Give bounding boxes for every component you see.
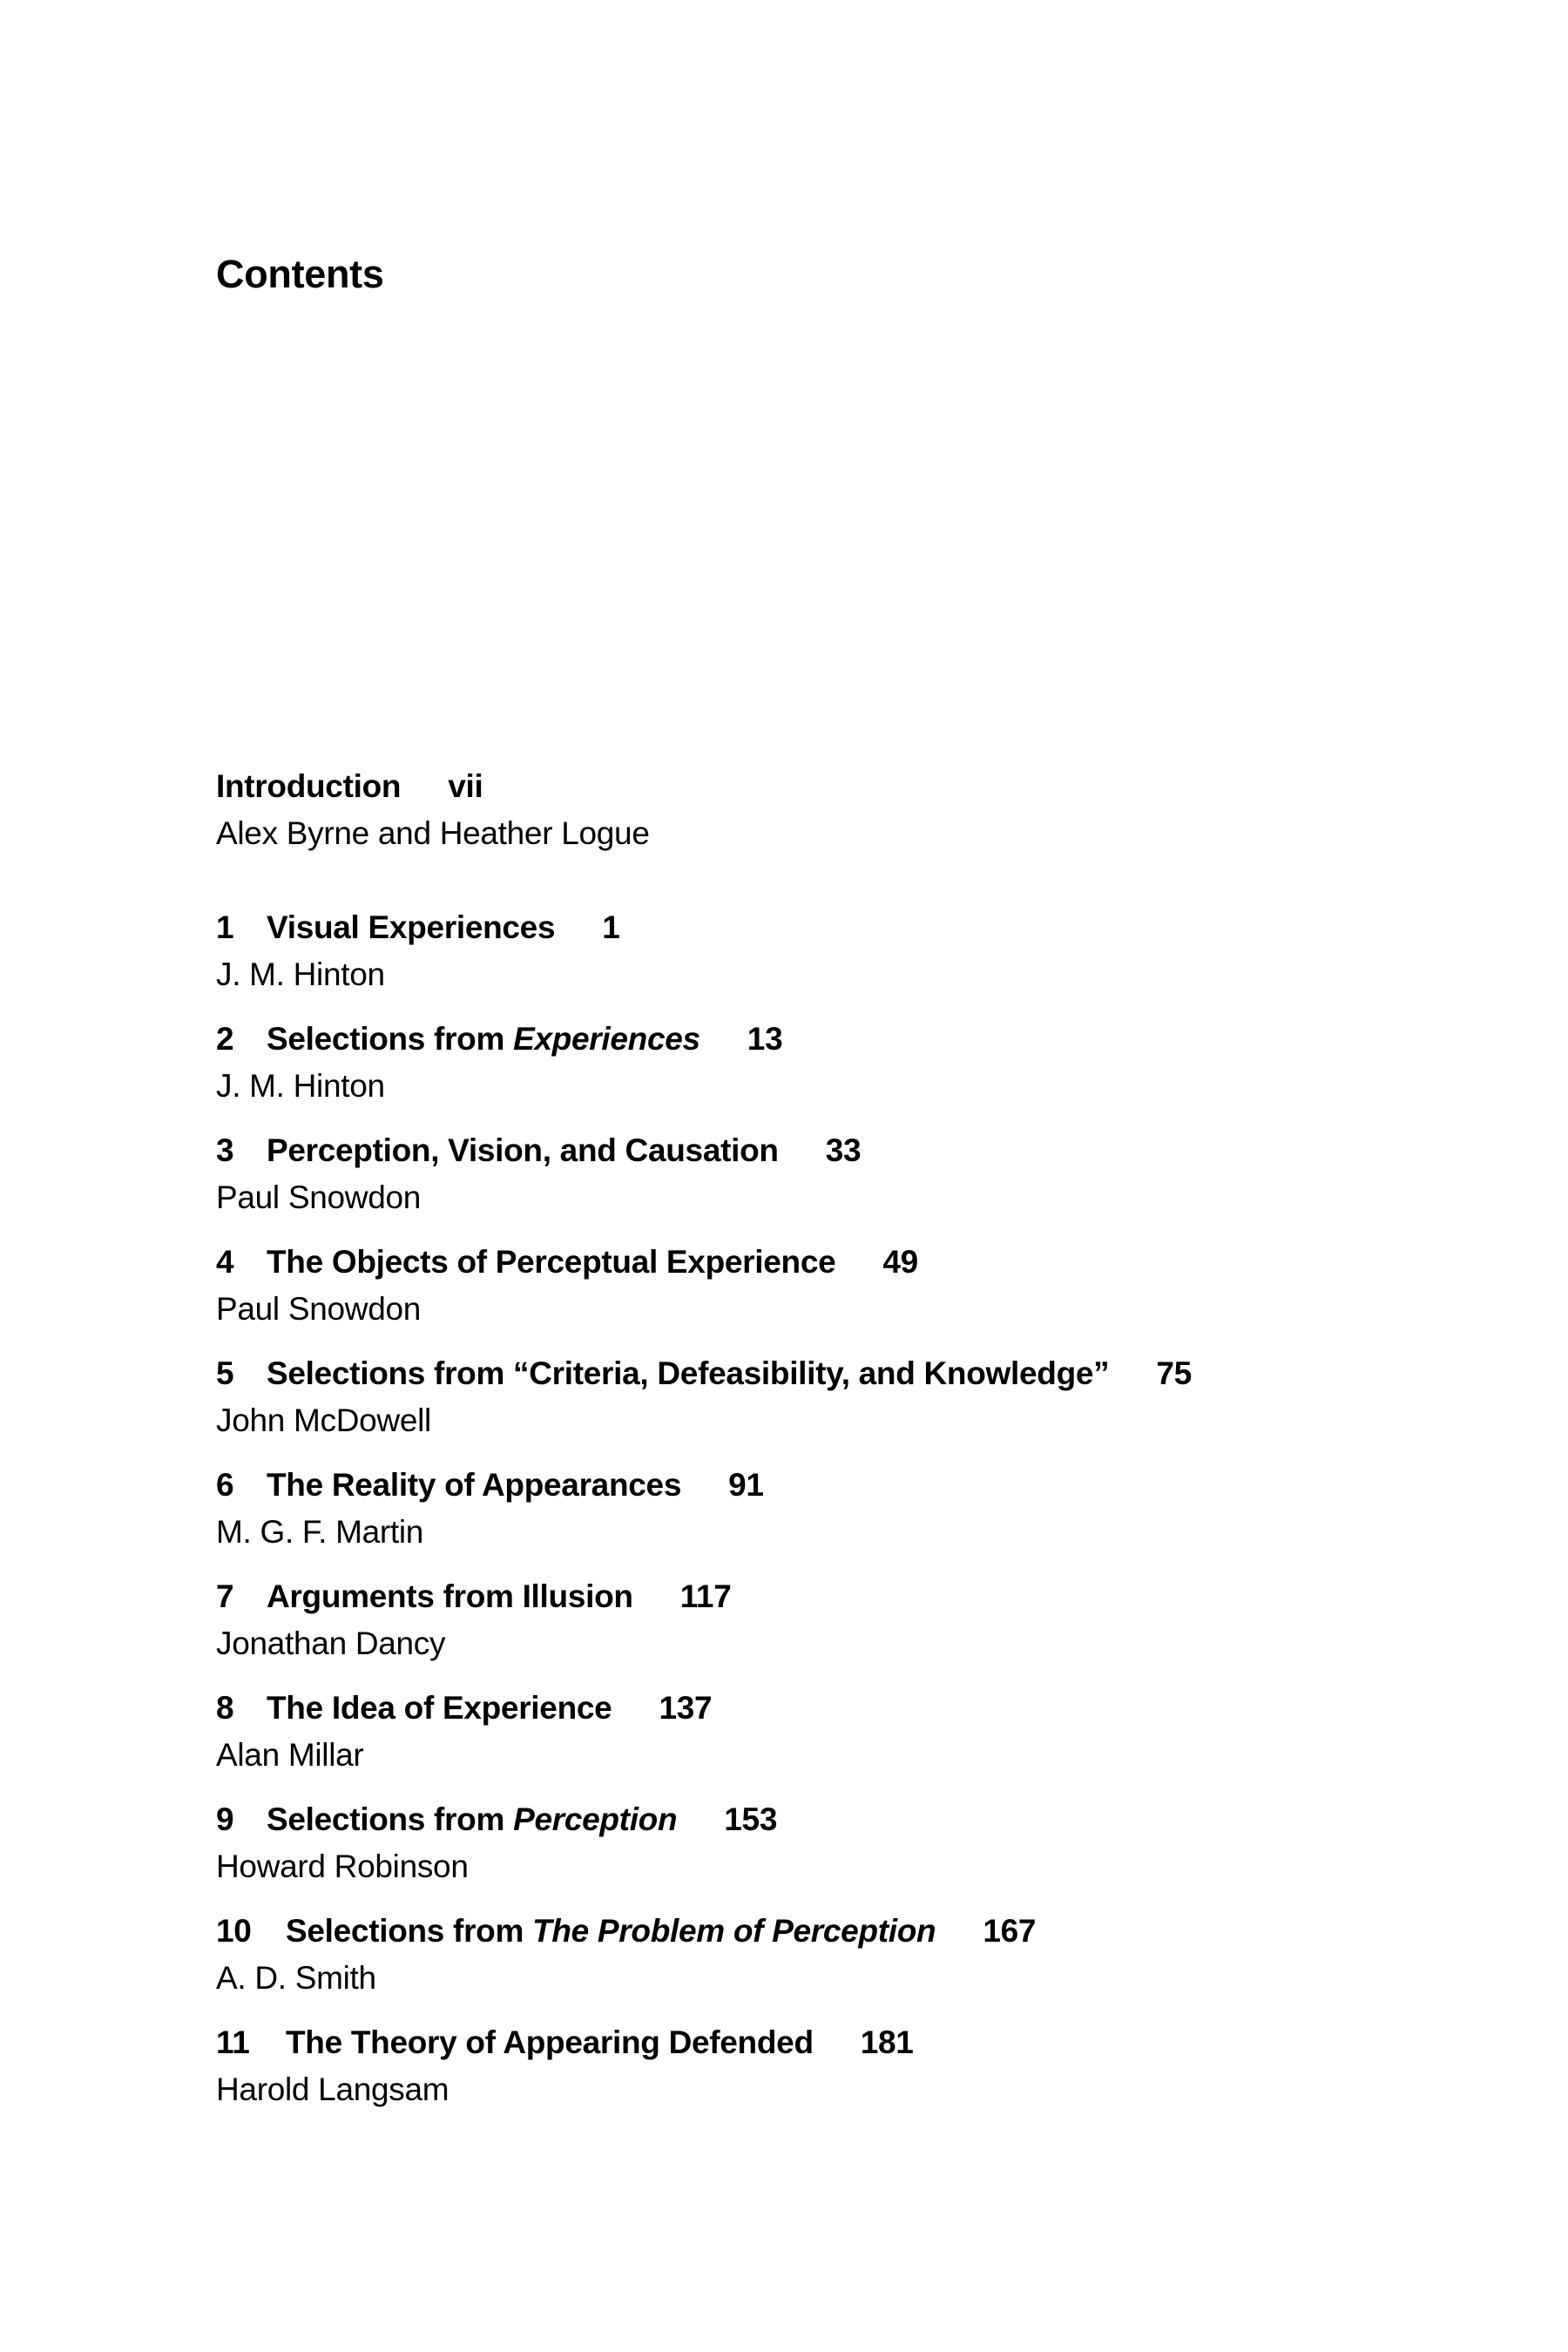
entry-page-number: 33 xyxy=(825,1132,862,1168)
entry-page-number: 137 xyxy=(659,1690,713,1726)
toc-entry-chapter-8[interactable] xyxy=(216,1685,1436,1796)
entry-page-number: 167 xyxy=(983,1913,1037,1949)
entry-page-number: 1 xyxy=(602,909,620,945)
toc-entry-chapter-3[interactable] xyxy=(216,1127,1436,1239)
entry-title-row xyxy=(216,1573,1436,1620)
toc-entry-chapter-7[interactable] xyxy=(216,1573,1436,1685)
entry-author: Harold Langsam xyxy=(216,2072,449,2107)
entry-title-row xyxy=(216,2019,1436,2066)
toc-entry-introduction[interactable] xyxy=(216,763,1436,904)
toc-entry-chapter-10[interactable] xyxy=(216,1908,1436,2019)
entry-page-number: 49 xyxy=(882,1244,918,1280)
toc-entry-chapter-4[interactable] xyxy=(216,1239,1436,1350)
entry-title-row xyxy=(216,1462,1436,1509)
entry-title-row xyxy=(216,904,1436,951)
entry-title: Arguments from Illusion xyxy=(267,1578,633,1614)
chapter-number: 4 xyxy=(216,1244,234,1280)
entry-title-prefix: Selections from xyxy=(286,1913,533,1949)
entry-title-prefix: Selections from xyxy=(267,1021,514,1057)
entry-title-row xyxy=(216,1016,1436,1063)
table-of-contents xyxy=(216,763,1436,2131)
entry-page-number: 117 xyxy=(679,1578,732,1614)
entry-author: M. G. F. Martin xyxy=(216,1514,424,1550)
entry-title-italic: Experiences xyxy=(513,1021,700,1057)
chapter-number: 5 xyxy=(216,1355,234,1391)
entry-title-row xyxy=(216,1685,1436,1732)
chapter-number: 11 xyxy=(216,2024,250,2060)
entry-page-number: 91 xyxy=(728,1467,764,1503)
entry-page-number: 153 xyxy=(724,1801,778,1837)
entry-author: J. M. Hinton xyxy=(216,956,385,992)
entry-title-italic: The Problem of Perception xyxy=(532,1913,936,1949)
entry-author: Alan Millar xyxy=(216,1737,364,1773)
chapter-number: 7 xyxy=(216,1578,234,1614)
entry-title-row xyxy=(216,763,1436,810)
entry-title-row xyxy=(216,1908,1436,1955)
entry-title-italic: Perception xyxy=(513,1801,678,1837)
chapter-number: 1 xyxy=(216,909,234,945)
page-title: Contents xyxy=(216,252,384,296)
entry-author: A. D. Smith xyxy=(216,1960,376,1996)
entry-page-number: vii xyxy=(448,768,483,804)
toc-entry-chapter-2[interactable] xyxy=(216,1016,1436,1127)
toc-entry-chapter-11[interactable] xyxy=(216,2019,1436,2131)
entry-title: Perception, Vision, and Causation xyxy=(267,1132,779,1168)
toc-entry-chapter-1[interactable] xyxy=(216,904,1436,1016)
chapter-number: 8 xyxy=(216,1690,234,1726)
chapter-number: 10 xyxy=(216,1913,252,1949)
entry-page-number: 13 xyxy=(747,1021,783,1057)
entry-title-row xyxy=(216,1127,1436,1174)
chapter-number: 6 xyxy=(216,1467,234,1503)
chapter-number: 3 xyxy=(216,1132,234,1168)
entry-title: The Theory of Appearing Defended xyxy=(286,2024,814,2060)
entry-title: The Idea of Experience xyxy=(267,1690,612,1726)
entry-author: Howard Robinson xyxy=(216,1848,469,1884)
chapter-number: 2 xyxy=(216,1021,234,1057)
entry-author: Paul Snowdon xyxy=(216,1291,422,1327)
toc-entry-chapter-9[interactable] xyxy=(216,1796,1436,1908)
entry-author: Paul Snowdon xyxy=(216,1179,422,1215)
entry-title-row xyxy=(216,1350,1436,1397)
entry-author: Jonathan Dancy xyxy=(216,1625,446,1661)
toc-entry-chapter-5[interactable] xyxy=(216,1350,1436,1462)
entry-author: John McDowell xyxy=(216,1402,431,1438)
chapter-number: 9 xyxy=(216,1801,234,1837)
entry-title: The Objects of Perceptual Experience xyxy=(267,1244,836,1280)
toc-entry-chapter-6[interactable] xyxy=(216,1462,1436,1573)
entry-author: J. M. Hinton xyxy=(216,1068,385,1104)
entry-title-row xyxy=(216,1796,1436,1843)
entry-title-row xyxy=(216,1239,1436,1286)
entry-author: Alex Byrne and Heather Logue xyxy=(216,815,650,851)
entry-title-prefix: Selections from xyxy=(267,1801,514,1837)
entry-page-number: 181 xyxy=(860,2024,914,2060)
entry-title: Introduction xyxy=(216,768,402,804)
entry-title: Selections from “Criteria, Defeasibility, and Knowledge” xyxy=(267,1355,1110,1391)
entry-page-number: 75 xyxy=(1156,1355,1192,1391)
entry-title: The Reality of Appearances xyxy=(267,1467,682,1503)
entry-title: Visual Experiences xyxy=(267,909,556,945)
